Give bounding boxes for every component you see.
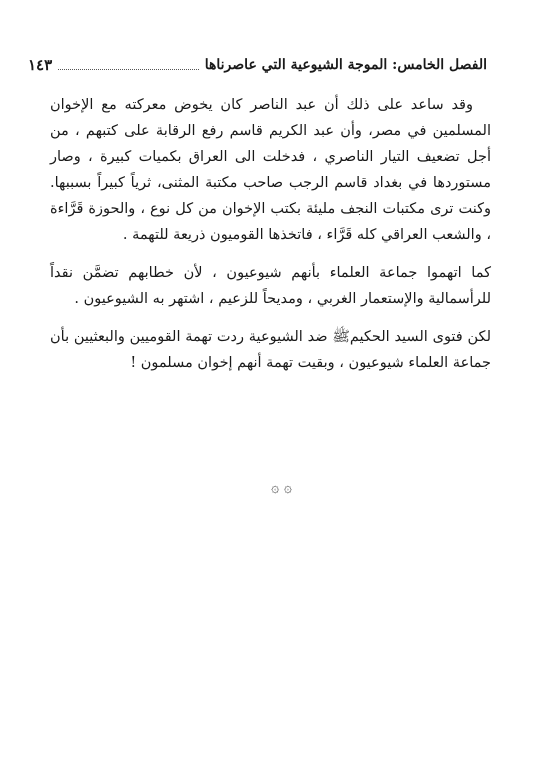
section-end-ornament: ۞ ۞ xyxy=(271,480,292,496)
paragraph-3: لكن فتوى السيد الحكيمﷺ ضد الشيوعية ردت تهمة القوميين والبعثيين بأن جماعة العلماء شيوعيون ، وبقيت تهمة أنهم إخوان مسلمون ! xyxy=(50,329,491,371)
paragraph-1: وقد ساعد على ذلك أن عبد الناصر كان يخوض معركته مع الإخوان المسلمين في مصر، وأن عبد الكريم قاسم رفع الرقابة على كتبهم ، من أجل تضعيف التيار الناصري ، فدخلت الى العراق بكميات كبيرة ، وصار مستوردها في بغداد قاسم الرجب صاحب مكتبة المثنى، ثرياً كبيراً بسببها. وكنت ترى مكتبات النجف مليئة بكتب الإخوان من كل نوع ، والحوزة قَرَّاءة ، والشعب العراقي كله قَرَّاء ، فاتخذها القوميون ذريعة للتهمة . xyxy=(50,97,491,243)
chapter-title: الفصل الخامس: الموجة الشيوعية التي عاصرناها xyxy=(204,57,487,73)
header-dotted-leader xyxy=(58,68,199,70)
body-text xyxy=(50,92,491,388)
running-header xyxy=(28,52,487,74)
paragraph-2: كما اتهموا جماعة العلماء بأنهم شيوعيون ، لأن خطابهم تضمَّن نقداً للرأسمالية والإستعمار الغربي ، ومديحاً للزعيم ، اشتهر به الشيوعيون . xyxy=(50,265,491,307)
page-number: ١٤٣ xyxy=(28,56,53,74)
